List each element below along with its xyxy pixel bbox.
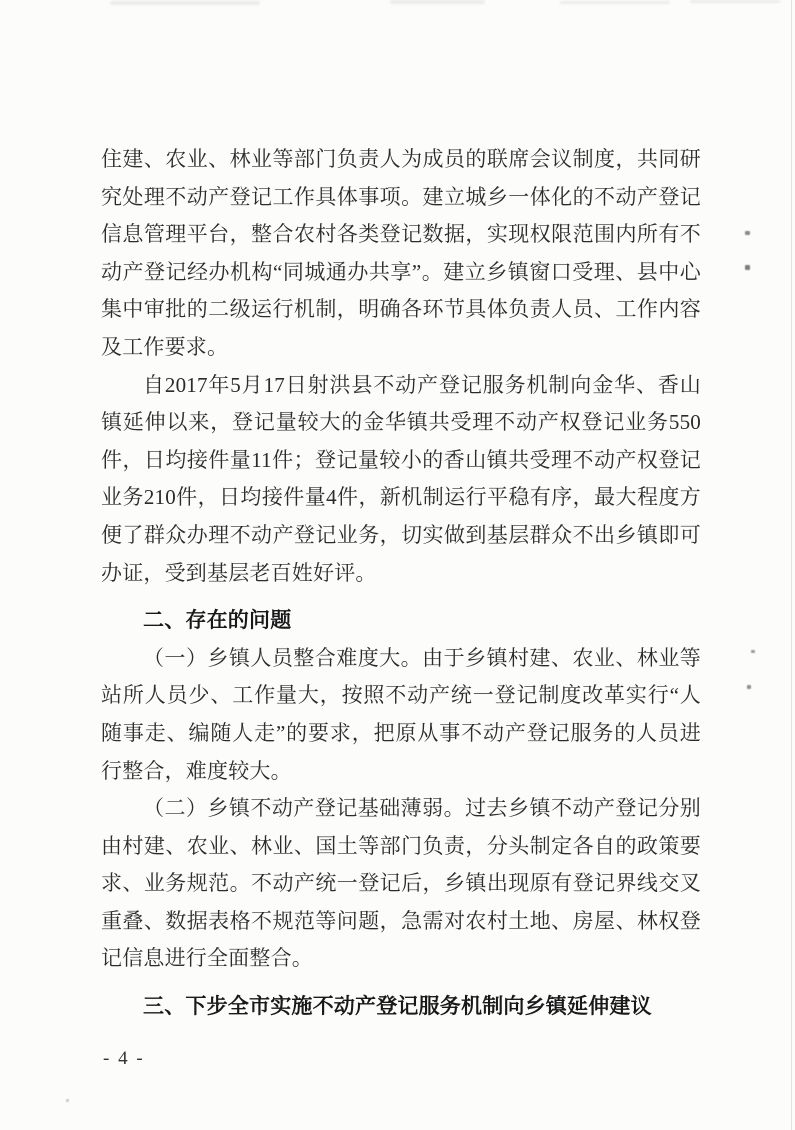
paragraph-continuation: 住建、农业、林业等部门负责人为成员的联席会议制度，共同研究处理不动产登记工作具体事项。建立城乡一体化的不动产登记信息管理平台，整合农村各类登记数据，实现权限范围内所有不动产登记经办机构“同城通办共享”。建立乡镇窗口受理、县中心集中审批的二级运行机制，明确各环节具体负责人员、工作内容及工作要求。: [101, 147, 701, 359]
scan-smudge: [110, 1, 260, 5]
scan-edge-line: [791, 0, 792, 1130]
scan-smudge: [690, 0, 780, 3]
scan-smudge: [560, 1, 670, 4]
scan-speck: [751, 650, 755, 653]
scan-speck: [66, 1099, 69, 1102]
section-heading-suggestions: 三、下步全市实施不动产登记服务机制向乡镇延伸建议: [143, 995, 652, 1019]
scan-speck: [745, 231, 750, 235]
paragraph-problem-1: （一）乡镇人员整合难度大。由于乡镇村建、农业、林业等站所人员少、工作量大，按照不动产统一登记制度改革实行“人随事走、编随人走”的要求，把原从事不动产登记服务的人员进行整合，难度较大。: [101, 645, 701, 783]
paragraph-extension-stats: 自2017年5月17日射洪县不动产登记服务机制向金华、香山镇延伸以来，登记量较大的金华镇共受理不动产权登记业务550件，日均接件量11件；登记量较小的香山镇共受理不动产权登记业务210件，日均接件量4件，新机制运行平稳有序，最大程度方便了群众办理不动产登记业务，切实做到基层群众不出乡镇即可办证，受到基层老百姓好评。: [101, 372, 701, 585]
scan-speck: [747, 685, 751, 689]
scan-smudge: [390, 0, 485, 4]
scan-speck: [745, 265, 750, 270]
paragraph-problem-2: （二）乡镇不动产登记基础薄弱。过去乡镇不动产登记分别由村建、农业、林业、国土等部门负责，分头制定各自的政策要求、业务规范。不动产统一登记后，乡镇出现原有登记界线交叉重叠、数据表格不规范等问题，急需对农村土地、房屋、林权登记信息进行全面整合。: [101, 796, 701, 971]
page-number: - 4 -: [103, 1048, 145, 1069]
document-body: [101, 141, 701, 1026]
section-heading-problems: 二、存在的问题: [143, 609, 292, 633]
